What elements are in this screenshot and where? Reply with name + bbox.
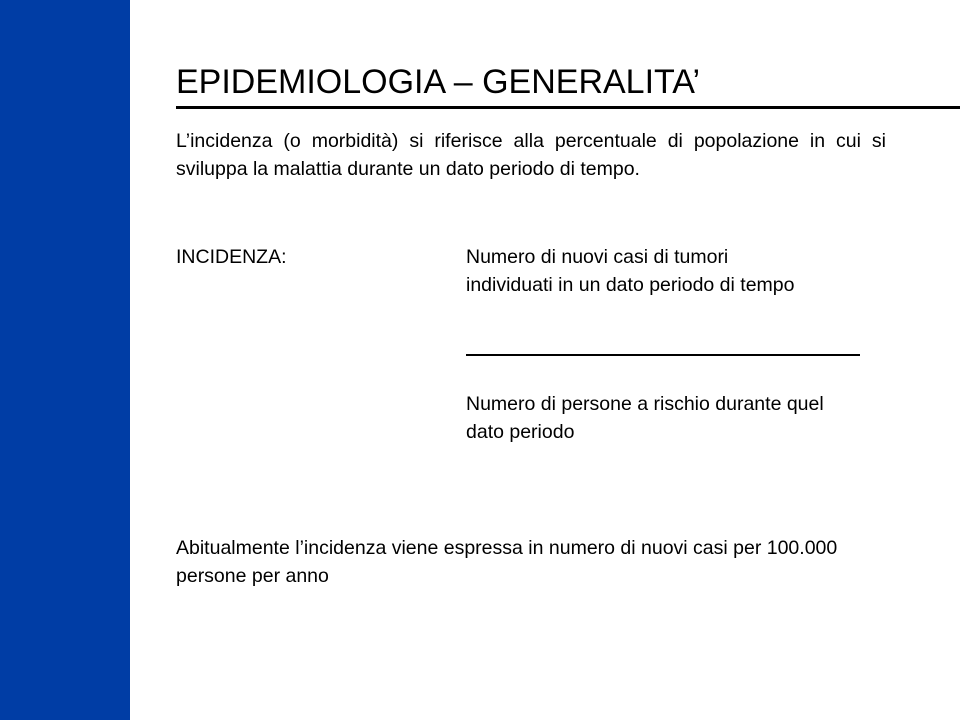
formula-numerator: Numero di nuovi casi di tumori individuati in un dato periodo di tempo xyxy=(466,246,795,296)
slide-title: EPIDEMIOLOGIA – GENERALITA’ xyxy=(176,63,700,101)
definition-paragraph: L’incidenza (o morbidità) si riferisce alla percentuale di popolazione in cui si sviluppa la malattia durante un dato periodo di tempo. xyxy=(176,130,886,180)
formula-denominator: Numero di persone a rischio durante quel dato periodo xyxy=(466,393,824,443)
formula-label: INCIDENZA: xyxy=(176,246,287,268)
sidebar-band xyxy=(0,0,130,720)
note-paragraph: Abitualmente l’incidenza viene espressa in numero di nuovi casi per 100.000 persone per anno xyxy=(176,537,838,587)
fraction-line xyxy=(466,354,860,356)
title-underline xyxy=(176,106,960,109)
